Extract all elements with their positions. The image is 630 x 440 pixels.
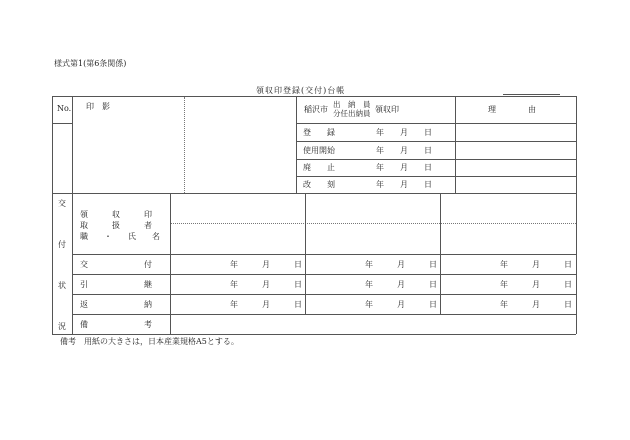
form-label: 様式第1(第6条関係) (54, 59, 127, 68)
title-underline (503, 94, 560, 95)
abolish-label: 廃 止 (303, 163, 335, 172)
handover-date-2: 年 月 日 (365, 280, 437, 289)
issue-label: 交 付 (80, 260, 152, 269)
register-date: 年 月 日 (376, 128, 432, 137)
issue-date-2: 年 月 日 (365, 260, 437, 269)
receipt-seal-row-label: 領 収 印 (80, 210, 152, 219)
use-start-label: 使用開始 (303, 146, 335, 155)
recarve-date: 年 月 日 (376, 180, 432, 189)
issue-date-1: 年 月 日 (230, 260, 302, 269)
use-start-date: 年 月 日 (376, 146, 432, 155)
top-table-bottom-border (52, 193, 576, 194)
table-right-border (576, 96, 577, 334)
handler-label: 取 扱 者 (80, 221, 152, 230)
side-char-4: 況 (58, 322, 66, 331)
reason-label: 理 由 (488, 105, 536, 114)
sub-treasurer-label: 分任出納員 (333, 109, 371, 118)
treasurer-label: 出 納 員 (333, 100, 371, 109)
footnote: 備考 用紙の大きさは，日本産業規格A5とする。 (60, 337, 239, 346)
return-label: 返 納 (80, 300, 152, 309)
recarve-label: 改 刻 (303, 180, 335, 189)
table-bottom-border (52, 334, 576, 335)
top-table-top-border (52, 96, 576, 97)
table-left-border (52, 96, 53, 334)
receipt-seal-label: 領収印 (375, 105, 399, 114)
remarks-label: 備 考 (80, 320, 152, 329)
return-date-3: 年 月 日 (500, 300, 572, 309)
issue-date-3: 年 月 日 (500, 260, 572, 269)
no-label: No. (57, 104, 72, 113)
handover-date-3: 年 月 日 (500, 280, 572, 289)
handover-label: 引 継 (80, 280, 152, 289)
city-label: 稲沢市 (304, 105, 328, 114)
abolish-date: 年 月 日 (376, 163, 432, 172)
return-date-1: 年 月 日 (230, 300, 302, 309)
form-title: 領収印登録(交付)台帳 (256, 86, 346, 95)
side-char-2: 付 (58, 240, 66, 249)
position-name-label: 職 ・ 氏 名 (80, 232, 160, 241)
register-label: 登 録 (303, 128, 335, 137)
seal-impression-label: 印 影 (86, 102, 110, 111)
side-char-1: 交 (58, 199, 66, 208)
side-char-3: 状 (58, 281, 66, 290)
return-date-2: 年 月 日 (365, 300, 437, 309)
handover-date-1: 年 月 日 (230, 280, 302, 289)
